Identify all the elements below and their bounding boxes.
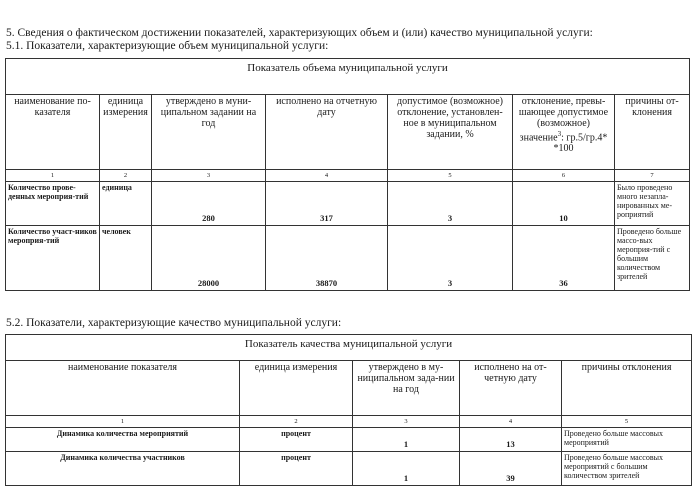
row-approved: 28000 xyxy=(152,226,266,291)
row-allowed: 3 xyxy=(388,182,513,226)
row-unit: процент xyxy=(240,452,353,486)
row-reason: Проведено больше массовых мероприятий xyxy=(562,428,692,452)
row-done: 38870 xyxy=(266,226,388,291)
section-5-1-title: 5.1. Показатели, характеризующие объем муниципальной услуги: xyxy=(6,40,329,52)
quality-table-caption: Показатель качества муниципальной услуги xyxy=(6,335,692,361)
col-number: 5 xyxy=(388,170,513,182)
section-5-2-title: 5.2. Показатели, характеризующие качество муниципальной услуги: xyxy=(6,317,342,329)
col-number: 5 xyxy=(562,416,692,428)
row-unit: процент xyxy=(240,428,353,452)
header-done: исполнено на отчетную дату xyxy=(266,95,388,170)
quality-indicators-table xyxy=(5,334,692,486)
header-indicator-name: наименование показателя xyxy=(6,361,240,416)
row-name: Динамика количества мероприятий xyxy=(6,428,240,452)
row-approved: 1 xyxy=(353,428,460,452)
row-unit: человек xyxy=(100,226,152,291)
row-name: Количество участ-ников мероприя-тий xyxy=(6,226,100,291)
table-row xyxy=(6,182,690,226)
row-done: 39 xyxy=(460,452,562,486)
row-reason: Проведено больше массовых мероприятий с большим количеством зрителей xyxy=(562,452,692,486)
col-number: 2 xyxy=(240,416,353,428)
col-number: 2 xyxy=(100,170,152,182)
volume-indicators-table xyxy=(5,58,690,291)
col-number: 1 xyxy=(6,416,240,428)
row-done: 13 xyxy=(460,428,562,452)
table-row xyxy=(6,428,692,452)
header-approved: утверждено в му-ниципальном зада-нии на год xyxy=(353,361,460,416)
header-unit: единица измерения xyxy=(240,361,353,416)
header-indicator-name: наименование по-казателя xyxy=(6,95,100,170)
volume-table-caption: Показатель объема муниципальной услуги xyxy=(6,59,690,95)
header-deviation-text: отклонение, превы-шающее допустимое (возможное) значение xyxy=(518,96,609,144)
row-unit: единица xyxy=(100,182,152,226)
row-approved: 280 xyxy=(152,182,266,226)
row-allowed: 3 xyxy=(388,226,513,291)
header-deviation-formula: : гр.5/гр.4* *100 xyxy=(553,132,608,155)
col-number: 6 xyxy=(513,170,615,182)
table-row xyxy=(6,452,692,486)
col-number: 7 xyxy=(615,170,690,182)
header-unit: единица измерения xyxy=(100,95,152,170)
col-number: 3 xyxy=(353,416,460,428)
header-allowed-deviation: допустимое (возможное) отклонение, установлен-ное в муниципальном задании, % xyxy=(388,95,513,170)
header-reasons: причины отклонения xyxy=(562,361,692,416)
header-done: исполнено на от-четную дату xyxy=(460,361,562,416)
section-5-title: 5. Сведения о фактическом достижении показателей, характеризующих объем и (или) качество муниципальной услуги: xyxy=(6,27,593,39)
col-number: 3 xyxy=(152,170,266,182)
row-name: Динамика количества участников xyxy=(6,452,240,486)
row-done: 317 xyxy=(266,182,388,226)
header-reasons: причины от-клонения xyxy=(615,95,690,170)
col-number: 4 xyxy=(460,416,562,428)
row-reason: Было проведено много незапла-нированных ме-роприятий xyxy=(615,182,690,226)
header-deviation-sup: 3 xyxy=(557,130,562,138)
col-number: 1 xyxy=(6,170,100,182)
row-deviation: 36 xyxy=(513,226,615,291)
row-name: Количество прове-денных мероприя-тий xyxy=(6,182,100,226)
row-approved: 1 xyxy=(353,452,460,486)
row-reason: Проведено больше массо-вых мероприя-тий с большим количеством зрителей xyxy=(615,226,690,291)
col-number: 4 xyxy=(266,170,388,182)
table-row xyxy=(6,226,690,291)
header-deviation xyxy=(513,95,615,170)
header-approved: утверждено в муни-ципальном задании на год xyxy=(152,95,266,170)
row-deviation: 10 xyxy=(513,182,615,226)
